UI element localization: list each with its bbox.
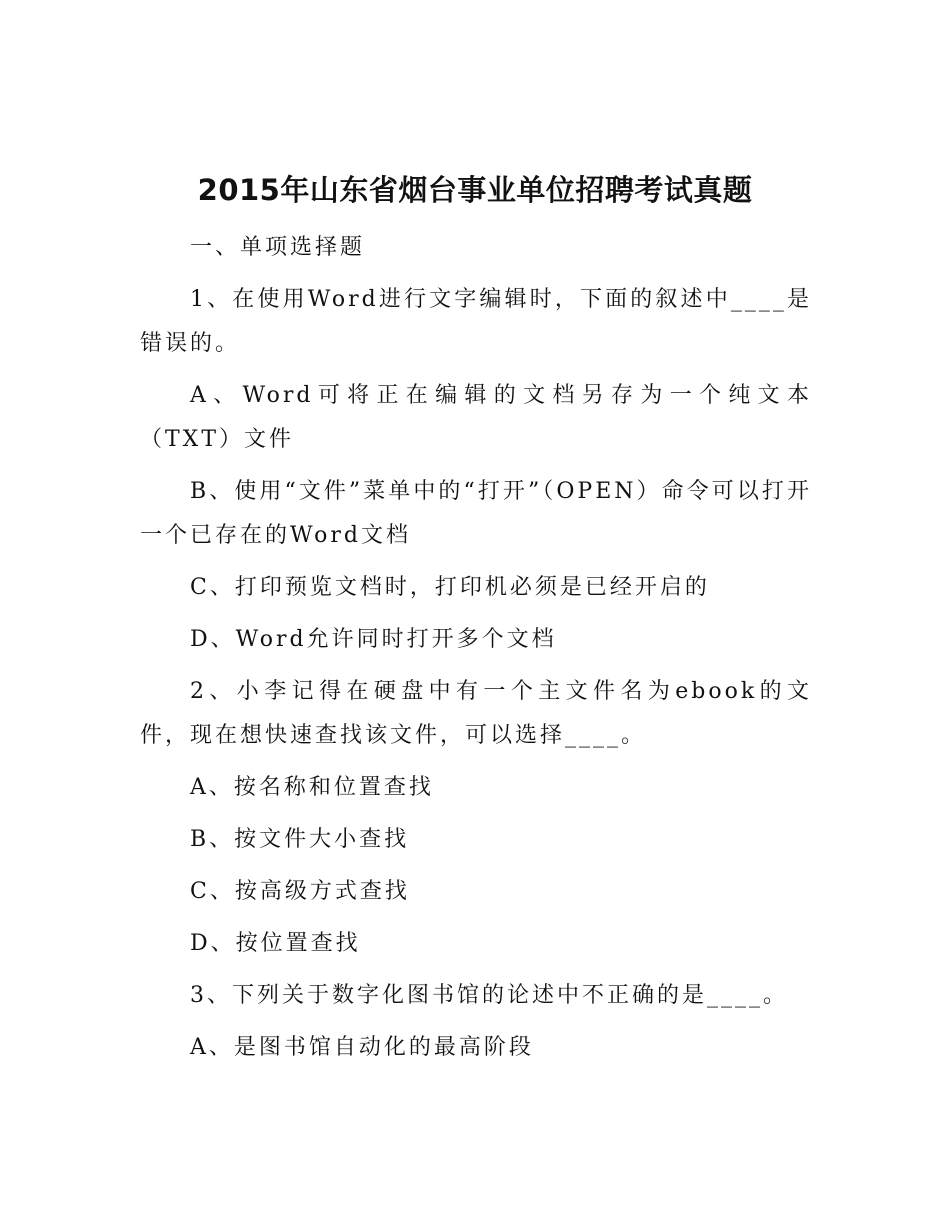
question-2-option-a: A、按名称和位置查找 — [190, 775, 434, 800]
question-2-stem: 2、小李记得在硬盘中有一个主文件名为ebook的文件，现在想快速查找该文件，可以选择____。 — [140, 679, 812, 748]
question-1-option-a: A、Word可将正在编辑的文档另存为一个纯文本（TXT）文件 — [140, 383, 812, 452]
question-2-option-b: B、按文件大小查找 — [190, 827, 410, 852]
question-3-stem: 3、下列关于数字化图书馆的论述中不正确的是____。 — [190, 983, 788, 1008]
question-1-option-d: D、Word允许同时打开多个文档 — [190, 627, 557, 652]
section-heading: 一、单项选择题 — [190, 235, 366, 260]
document-title: 2015年山东省烟台事业单位招聘考试真题 — [197, 173, 753, 207]
question-1-option-b: B、使用“文件”菜单中的“打开”（OPEN）命令可以打开一个已存在的Word文档 — [140, 479, 812, 548]
question-1-option-c: C、打印预览文档时，打印机必须是已经开启的 — [190, 575, 710, 600]
document-body — [140, 226, 812, 1078]
question-2-option-d: D、按位置查找 — [190, 931, 361, 956]
question-2-option-c: C、按高级方式查找 — [190, 879, 410, 904]
question-3-option-a: A、是图书馆自动化的最高阶段 — [190, 1035, 534, 1060]
question-1-stem: 1、在使用Word进行文字编辑时，下面的叙述中____是错误的。 — [140, 287, 812, 356]
